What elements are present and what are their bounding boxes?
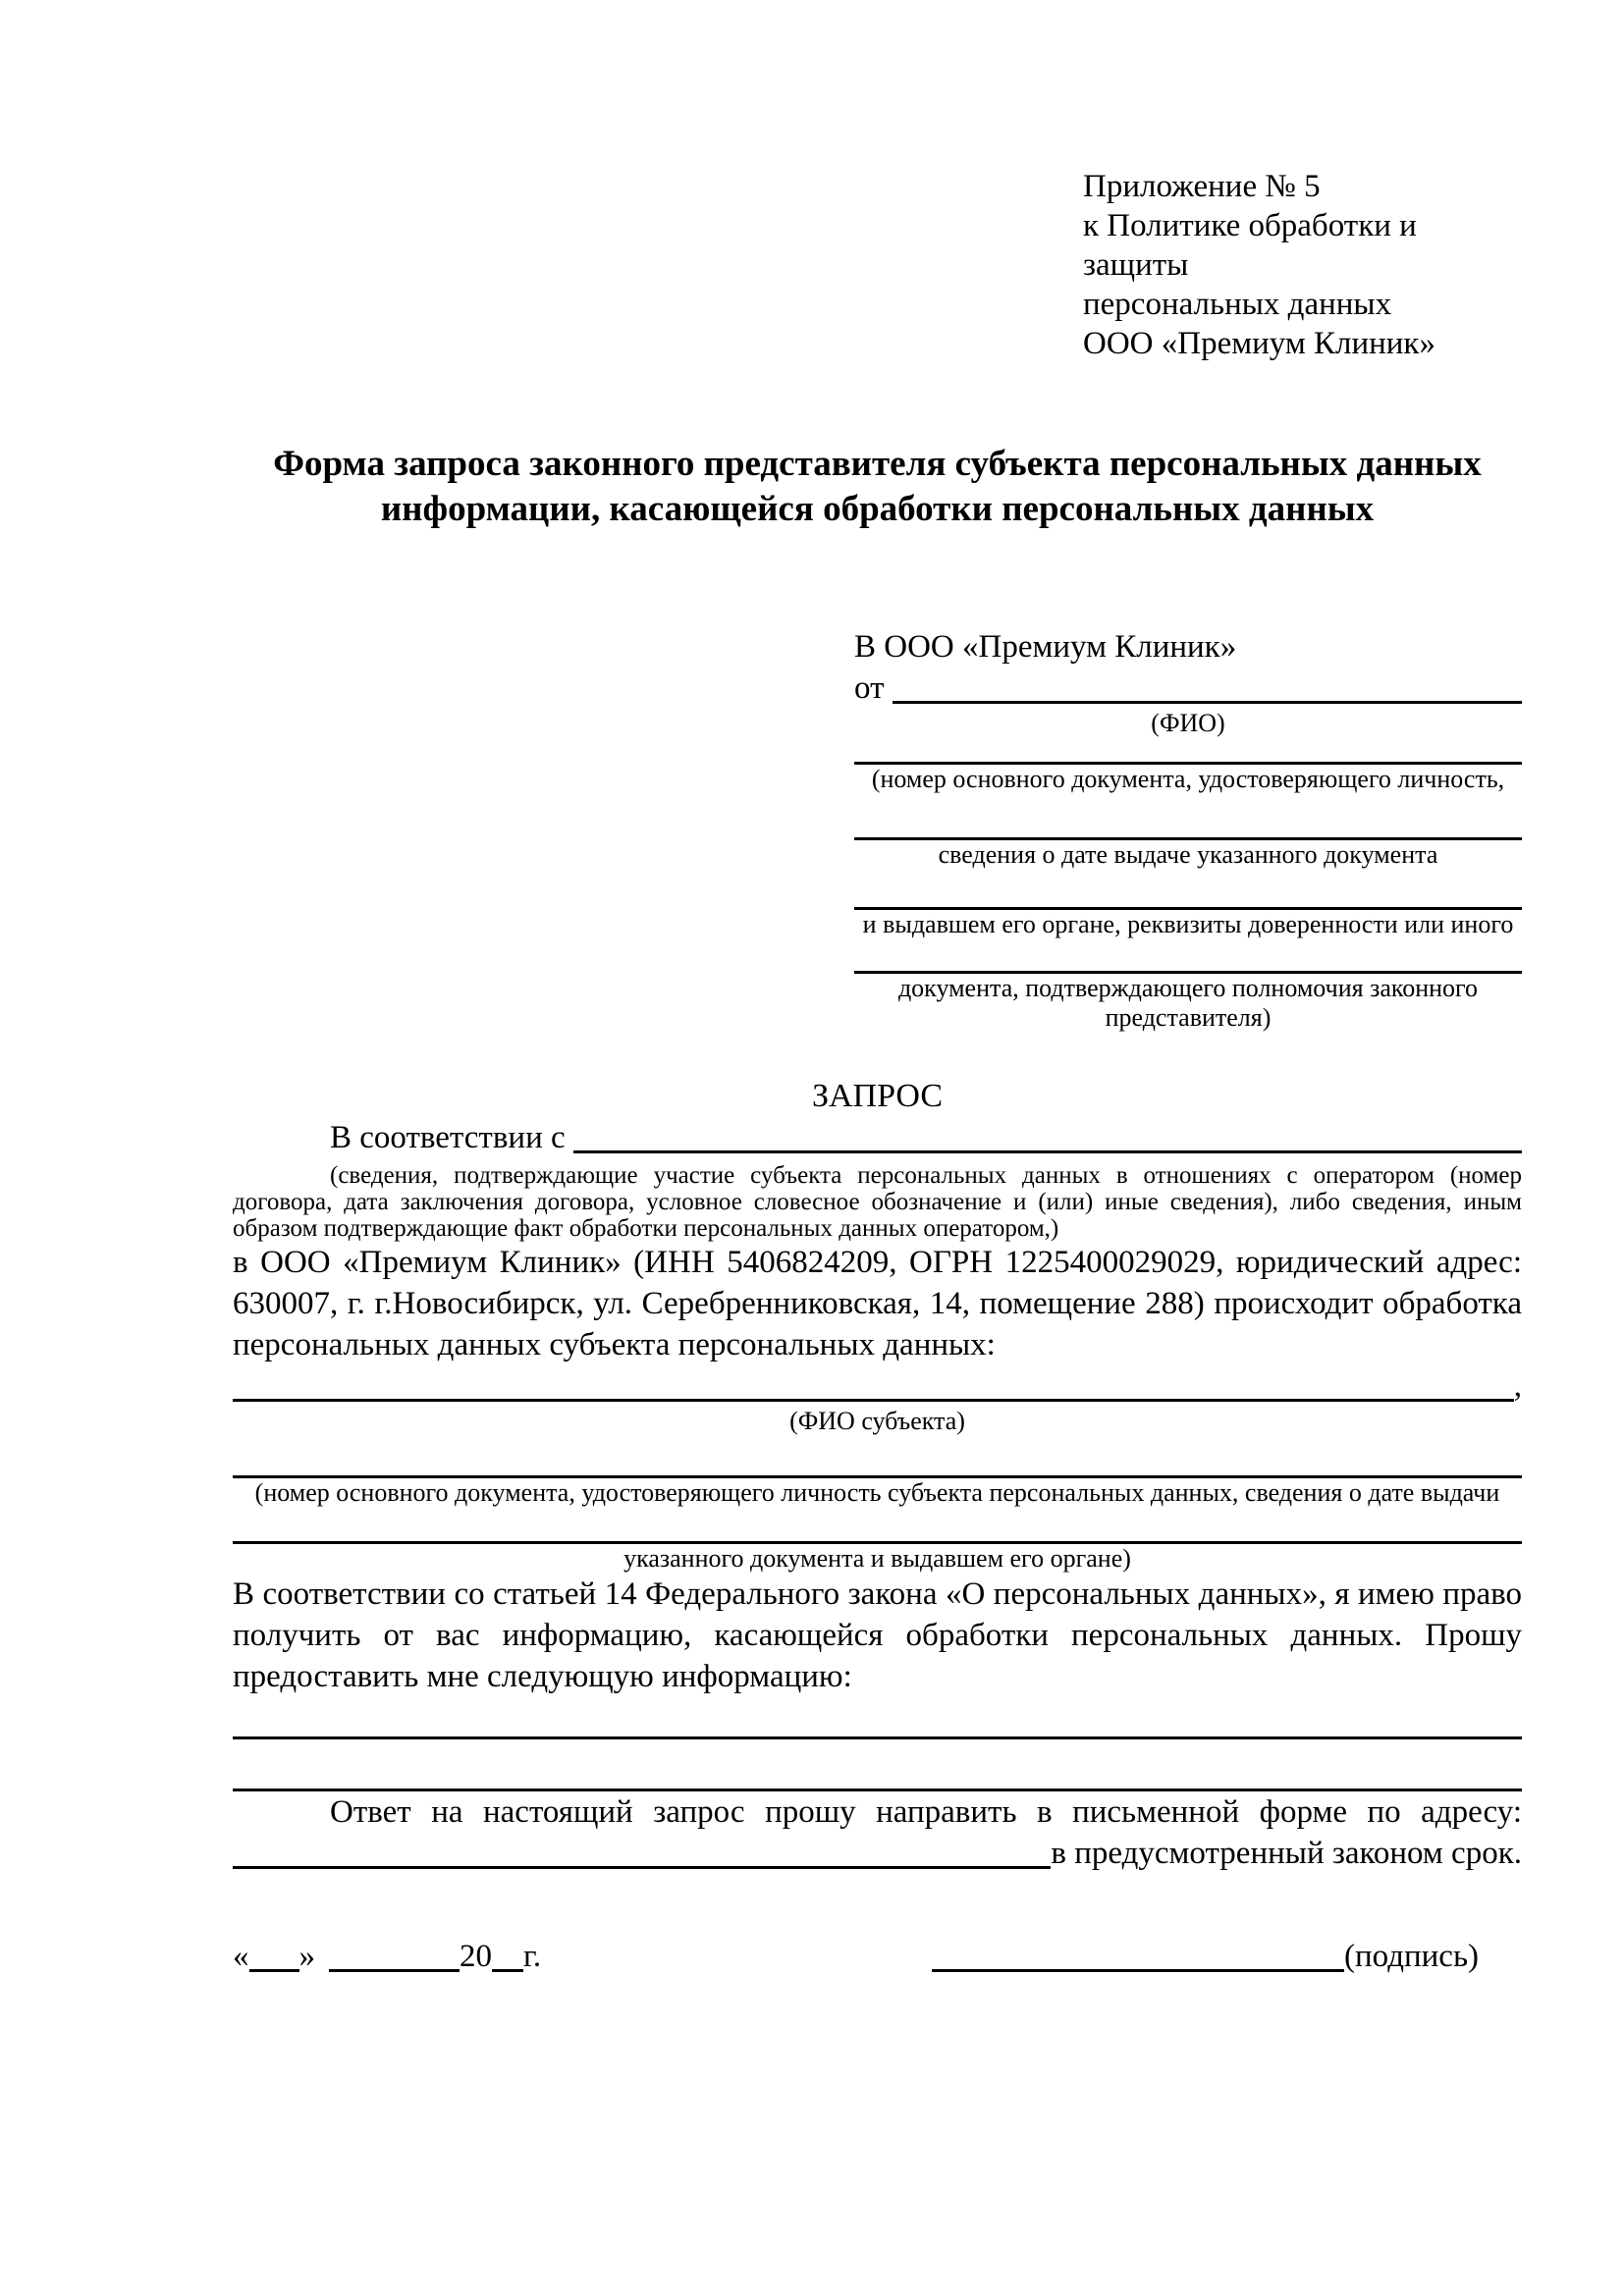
identity-document-caption: (номер основного документа, удостоверяющего личность, xyxy=(871,765,1505,793)
document-title: Форма запроса законного представителя субъекта персональных данных информации, касающейся обработки персональных данных xyxy=(273,444,1482,529)
date-close-quote: » xyxy=(298,1939,315,1974)
issue-date-blank-line xyxy=(854,794,1522,840)
day-blank-line xyxy=(249,1937,299,1972)
appendix-line-3: персональных данных xyxy=(1083,287,1392,322)
answer-paragraph: Ответ на настоящий запрос прошу направить в письменной форме по адресу: xyxy=(330,1794,1522,1830)
signature-caption: (подпись) xyxy=(1344,1939,1479,1974)
law-paragraph: В соответствии со статьей 14 Федерального закона «О персональных данных», я имею право получить от вас информацию, касающейся обработки персональных данных. Прошу предоставить мне следующую информацию: xyxy=(233,1576,1522,1694)
information-blank-line-2 xyxy=(233,1739,1522,1791)
operator-paragraph: в ООО «Премиум Клиник» (ИНН 5406824209, ОГРН 1225400029029, юридический адрес: 630007, г. г.Новосибирск, ул. Серебренниковская, 14, помещение 288) происходит обработка персональных данных субъекта персональных данных: xyxy=(233,1245,1522,1362)
year-blank-line xyxy=(492,1937,523,1972)
address-field xyxy=(233,1833,1522,1874)
answer-tail: в предусмотренный законом срок. xyxy=(1051,1836,1522,1871)
subject-fio-field xyxy=(233,1365,1522,1407)
signature-field xyxy=(932,1937,1479,1975)
date-open-quote: « xyxy=(233,1939,249,1974)
address-blank-line xyxy=(233,1833,1051,1869)
in-accordance-blank-line xyxy=(573,1117,1522,1153)
appendix-line-4: ООО «Премиум Клиник» xyxy=(1083,326,1435,361)
in-accordance-field xyxy=(233,1117,1522,1158)
addressee-block xyxy=(854,626,1522,1033)
from-label: от xyxy=(854,670,885,706)
authority-document-caption: документа, подтверждающего полномочия законного представителя) xyxy=(897,974,1479,1032)
subject-fio-caption: (ФИО субъекта) xyxy=(789,1407,965,1435)
year-suffix: г. xyxy=(523,1939,542,1974)
trailing-comma: , xyxy=(1513,1368,1522,1404)
subject-document-blank-line-2 xyxy=(233,1508,1522,1544)
from-blank-line xyxy=(893,667,1523,704)
fio-caption: (ФИО) xyxy=(1151,709,1225,737)
appendix-line-1: Приложение № 5 xyxy=(1083,169,1321,204)
in-accordance-label: В соответствии с xyxy=(330,1120,566,1155)
year-prefix: 20 xyxy=(460,1939,492,1974)
from-field xyxy=(854,667,1522,709)
addressee-org: В ООО «Премиум Клиник» xyxy=(854,629,1237,665)
issuing-authority-blank-line xyxy=(854,870,1522,910)
relationship-evidence-note: (сведения, подтверждающие участие субъекта персональных данных в отношениях с оператором (номер договора, дата заключения договора, условное словесное обозначение и (или) иные сведения), либо сведения, иным образом подтверждающие факт обработки персональных данных оператором,) xyxy=(233,1162,1522,1242)
signature-blank-line xyxy=(932,1937,1344,1972)
issuing-authority-caption: и выдавшем его органе, реквизиты доверенности или иного xyxy=(862,910,1514,938)
subject-fio-blank-line xyxy=(233,1365,1514,1402)
subject-document-caption: (номер основного документа, удостоверяющего личность субъекта персональных данных, сведения о дате выдачи xyxy=(254,1478,1500,1507)
date-signature-row xyxy=(233,1937,1522,1975)
information-blank-line-1 xyxy=(233,1697,1522,1739)
date-field xyxy=(233,1937,541,1975)
subject-document-blank-line xyxy=(233,1436,1522,1478)
subject-document-caption-2: указанного документа и выдавшем его органе) xyxy=(623,1544,1131,1573)
authority-document-blank-line xyxy=(854,939,1522,974)
month-blank-line xyxy=(329,1937,460,1972)
request-heading: ЗАПРОС xyxy=(811,1078,944,1114)
identity-document-blank-line xyxy=(854,738,1522,765)
appendix-header xyxy=(1083,167,1522,363)
issue-date-caption: сведения о дате выдаче указанного документа xyxy=(938,840,1438,869)
appendix-line-2: к Политике обработки и защиты xyxy=(1083,208,1417,283)
